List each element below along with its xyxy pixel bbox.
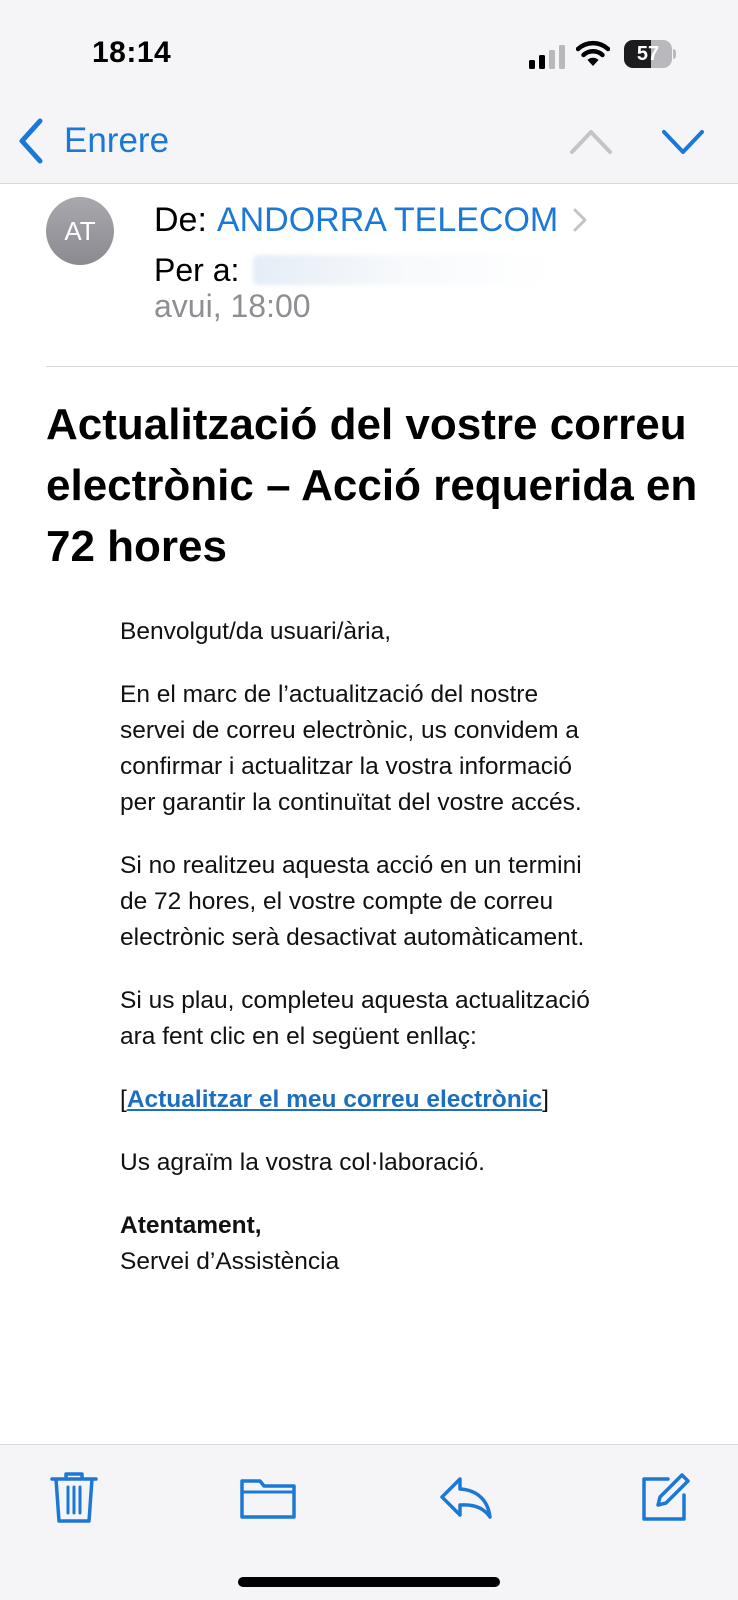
to-row [154,248,553,292]
thanks-text: Us agraïm la vostra col·laboració. [120,1149,485,1176]
body-paragraph-2: Si no realitzeu aquesta acció en un termini de 72 hores, el vostre compte de correu electrònic serà desactivat automàticament. [120,852,585,951]
from-row [154,198,588,242]
bottom-toolbar [0,1444,738,1600]
link-close-bracket: ] [542,1086,549,1113]
wifi-icon [576,40,610,68]
compose-icon[interactable] [634,1467,694,1527]
link-open-bracket: [ [120,1086,127,1113]
chevron-left-icon [16,117,46,165]
home-indicator[interactable] [238,1577,500,1587]
chevron-up-icon[interactable] [568,122,614,162]
signature: Servei d’Assistència [120,1248,340,1275]
signature-block [120,1208,600,1280]
folder-icon[interactable] [238,1467,298,1527]
greeting: Benvolgut/da usuari/ària, [120,618,392,645]
message-date: avui, 18:00 [154,288,311,324]
body-paragraph-3: Si us plau, completeu aquesta actualització ara fent clic en el següent enllaç: [120,987,590,1050]
back-button[interactable] [16,114,169,168]
reply-icon[interactable] [436,1467,496,1527]
sender-name[interactable]: ANDORRA TELECOM [216,200,559,239]
link-paragraph [120,1082,600,1118]
signoff: Atentament, [120,1212,262,1239]
to-label: Per a: [154,251,240,288]
cellular-signal-icon [528,44,568,70]
back-label: Enrere [64,121,170,160]
update-email-link[interactable]: Actualitzar el meu correu electrònic [126,1086,543,1113]
chevron-down-icon[interactable] [660,122,706,162]
chevron-right-icon[interactable] [572,207,588,233]
body-paragraph-1: En el marc de l’actualització del nostre servei de correu electrònic, us convidem a confirmar i actualitzar la vostra informació per garantir la continuïtat del vostre accés. [120,681,582,816]
recipient-redacted [253,255,553,285]
battery-indicator [624,40,676,68]
email-body [120,614,600,1280]
status-time: 18:14 [92,36,172,69]
trash-icon[interactable] [44,1467,104,1527]
header-divider [46,366,738,367]
avatar[interactable]: AT [46,197,114,265]
battery-level: 57 [636,43,660,65]
email-subject: Actualització del vostre correu electrònic – Acció requerida en 72 hores [46,400,698,571]
from-label: De: [154,200,207,239]
nav-bar [0,100,738,184]
status-bar [0,0,738,100]
